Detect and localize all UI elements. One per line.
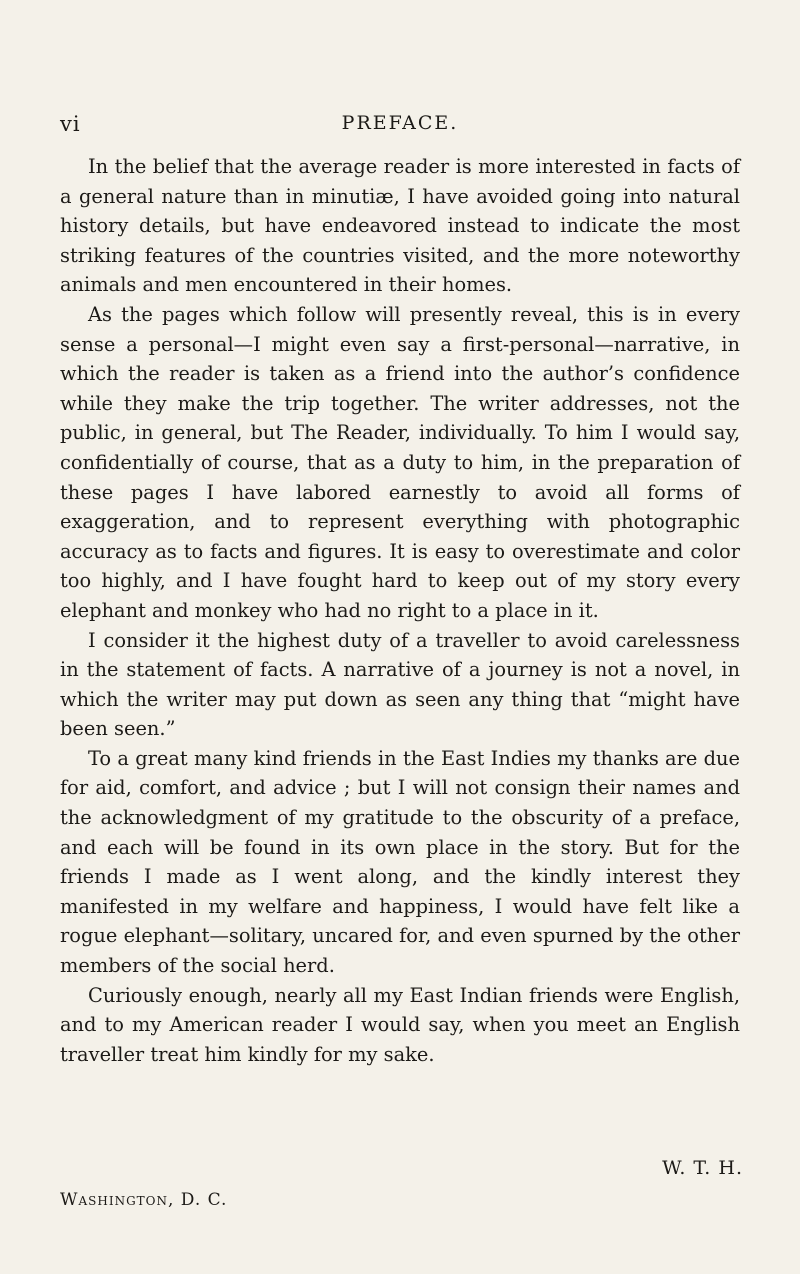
paragraph: In the belief that the average reader is more interested in facts of a general nature than in minutiæ, I have avoided going into natural history details, but have endeavored instead to indicate the most striking features of the countries visited, and the more noteworthy animals and men encountered in their homes. bbox=[60, 155, 740, 297]
page-number: vi bbox=[60, 112, 81, 136]
paragraph: I consider it the highest duty of a traveller to avoid carelessness in the statement of facts. A narrative of a journey is not a novel, in which the writer may put down as seen any thing that “might have been seen.” bbox=[60, 628, 740, 741]
paragraph: Curiously enough, nearly all my East Indian friends were English, and to my American reader I would say, when you meet an English traveller treat him kindly for my sake. bbox=[60, 983, 740, 1066]
place-line: Washington, D. C. bbox=[60, 1190, 228, 1210]
paragraph: As the pages which follow will presently reveal, this is in every sense a personal—I might even say a first-personal—narrative, in which the reader is taken as a friend into the author’s confidence while they make the trip together. The writer addresses, not the public, in general, but The Reader, individually. To him I would say, confidentially of course, that as a duty to him, in the preparation of these pages I have labored earnestly to avoid all forms of exaggeration, and to represent everything with photographic accuracy as to facts and figures. It is easy to overestimate and color too highly, and I have fought hard to keep out of my story every elephant and monkey who had no right to a place in it. bbox=[60, 302, 740, 622]
paragraph: To a great many kind friends in the East Indies my thanks are due for aid, comfort, and advice ; but I will not consign their names and the acknowledgment of my gratitude to the obscurity of a preface, and each will be found in its own place in the story. But for the friends I made as I went along, and the kindly interest they manifested in my welfare and happiness, I would have felt like a rogue elephant—solitary, uncared for, and even spurned by the other members of the social herd. bbox=[60, 746, 740, 978]
preface-body bbox=[60, 152, 740, 1069]
running-title: PREFACE. bbox=[341, 112, 459, 134]
running-head bbox=[60, 112, 740, 142]
author-initials: W. T. H. bbox=[662, 1157, 743, 1179]
